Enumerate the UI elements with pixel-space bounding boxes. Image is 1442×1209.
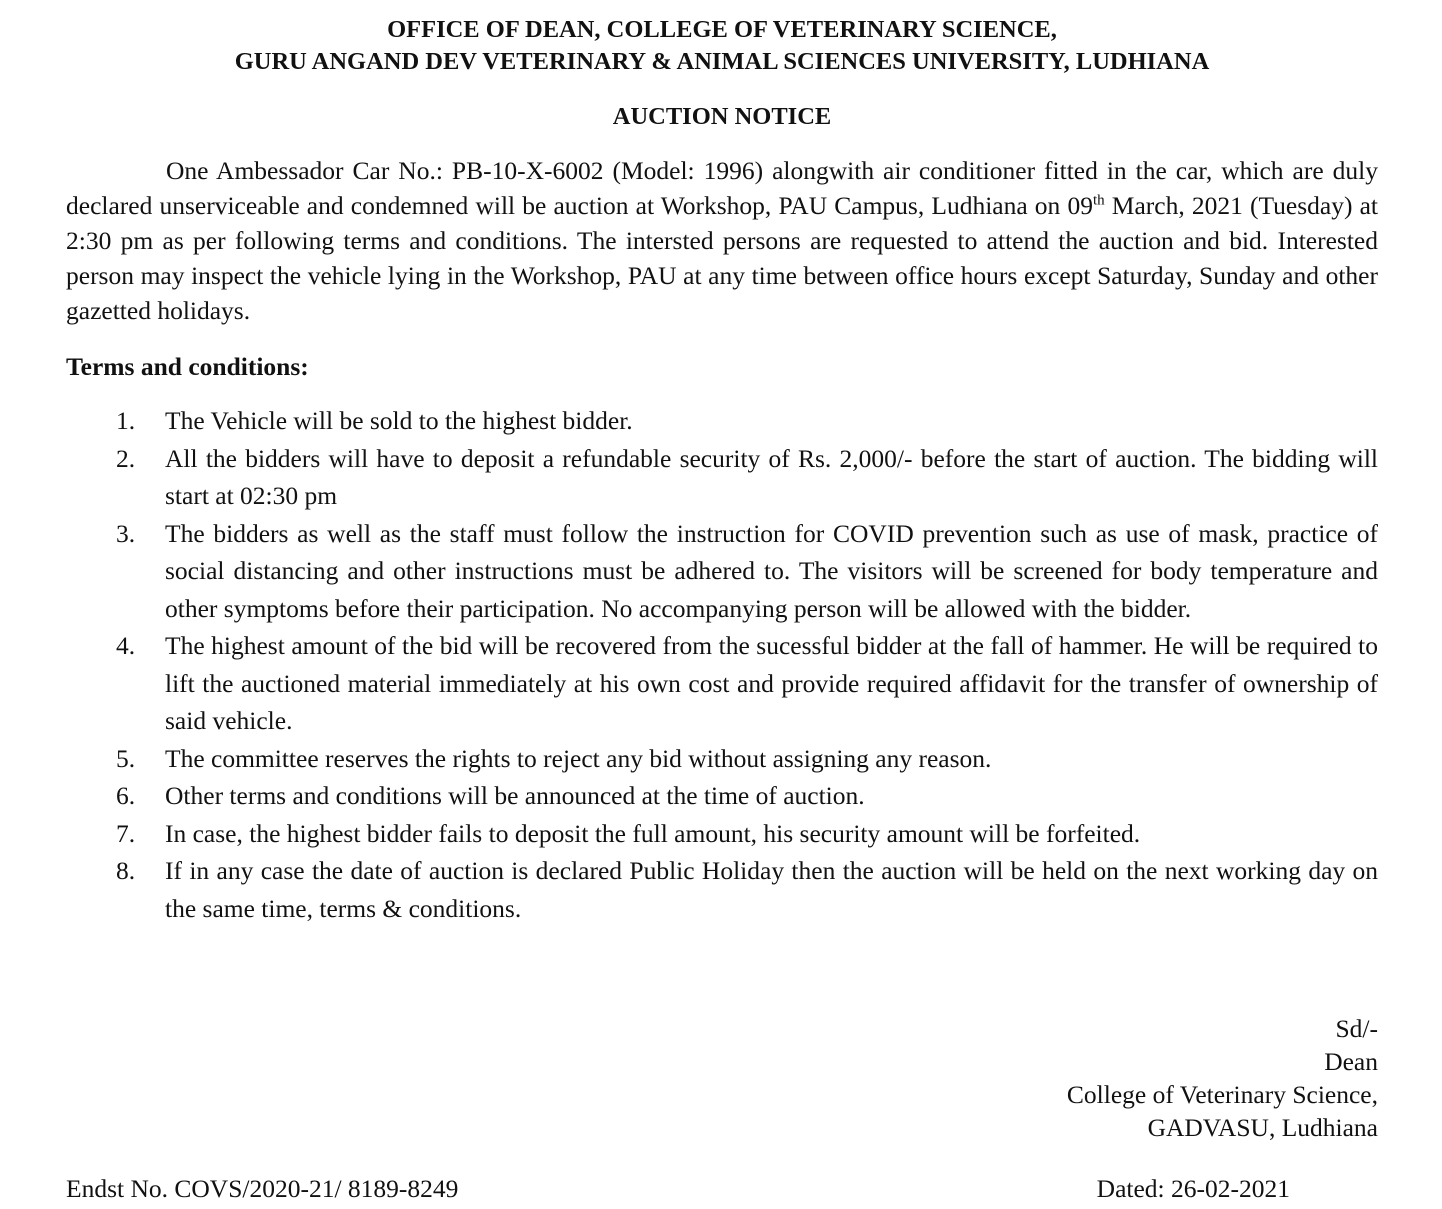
header-line-university: GURU ANGAND DEV VETERINARY & ANIMAL SCIENCES UNIVERSITY, LUDHIANA bbox=[234, 48, 1210, 75]
term-number: 5. bbox=[116, 743, 136, 773]
term-number: 6. bbox=[116, 781, 136, 810]
terms-list bbox=[66, 402, 1378, 927]
term-item bbox=[66, 815, 1378, 853]
signature-block bbox=[1067, 1012, 1378, 1144]
signature-college: College of Veterinary Science, bbox=[1066, 1080, 1378, 1109]
signature-designation: Dean bbox=[1324, 1047, 1378, 1076]
term-number: 2. bbox=[116, 443, 136, 473]
term-text: All the bidders will have to deposit a refundable security of Rs. 2,000/- before the start of auction. The bidding will start at 02:30 pm bbox=[165, 443, 1378, 510]
term-item bbox=[66, 627, 1378, 740]
term-text: The highest amount of the bid will be recovered from the sucessful bidder at the fall of hammer. He will be required to lift the auctioned material immediately at his own cost and provide required affidavit for the transfer of ownership of said vehicle. bbox=[165, 631, 1378, 735]
term-item bbox=[66, 515, 1378, 628]
endorsement-number: Endst No. COVS/2020-21/ 8189-8249 bbox=[66, 1174, 459, 1203]
dated-text: Dated: 26-02-2021 bbox=[1096, 1174, 1290, 1203]
intro-paragraph bbox=[66, 153, 1378, 328]
term-number: 1. bbox=[116, 406, 136, 435]
term-item bbox=[66, 852, 1378, 927]
signature-university: GADVASU, Ludhiana bbox=[1147, 1113, 1378, 1142]
term-number: 3. bbox=[116, 518, 136, 548]
intro-text-part2: March, 2021 (Tuesday) at 2:30 pm as per following terms and conditions. The intersted persons are requested to attend the auction and bid. Interested person may inspect the vehicle lying in the Workshop, PAU at any time between office hours except Saturday, Sunday and other gazetted holidays. bbox=[66, 191, 1378, 325]
term-text: In case, the highest bidder fails to deposit the full amount, his security amount will be forfeited. bbox=[165, 818, 1141, 848]
term-number: 7. bbox=[116, 818, 136, 848]
signature-sd: Sd/- bbox=[1335, 1014, 1378, 1043]
office-header bbox=[66, 14, 1378, 78]
term-text: The Vehicle will be sold to the highest bidder. bbox=[165, 406, 633, 435]
term-text: Other terms and conditions will be announced at the time of auction. bbox=[165, 781, 865, 810]
term-text: The bidders as well as the staff must follow the instruction for COVID prevention such as use of mask, practice of social distancing and other instructions must be adhered to. The visitors will be screened for body temperature and other symptoms before their participation. No accompanying person will be allowed with the bidder. bbox=[165, 518, 1378, 623]
term-text: The committee reserves the rights to reject any bid without assigning any reason. bbox=[165, 743, 992, 773]
header-line-office: OFFICE OF DEAN, COLLEGE OF VETERINARY SCIENCE, bbox=[387, 16, 1057, 43]
term-item bbox=[66, 740, 1378, 778]
term-text: If in any case the date of auction is declared Public Holiday then the auction will be held on the next working day on the same time, terms & conditions. bbox=[165, 856, 1378, 923]
date-ordinal-suffix: th bbox=[1092, 192, 1105, 209]
notice-page bbox=[66, 14, 1378, 927]
term-item bbox=[66, 777, 1378, 815]
term-item bbox=[66, 440, 1378, 515]
terms-heading: Terms and conditions: bbox=[66, 352, 309, 381]
term-number: 4. bbox=[116, 631, 136, 660]
intro-text-part1: One Ambessador Car No.: PB-10-X-6002 (Model: 1996) alongwith air conditioner fitted in the car, which are duly declared unserviceable and condemned will be auction at Workshop, PAU Campus, Ludhiana on 09 bbox=[66, 156, 1378, 220]
term-number: 8. bbox=[116, 856, 136, 885]
term-item bbox=[66, 402, 1378, 440]
notice-title: AUCTION NOTICE bbox=[612, 103, 832, 130]
